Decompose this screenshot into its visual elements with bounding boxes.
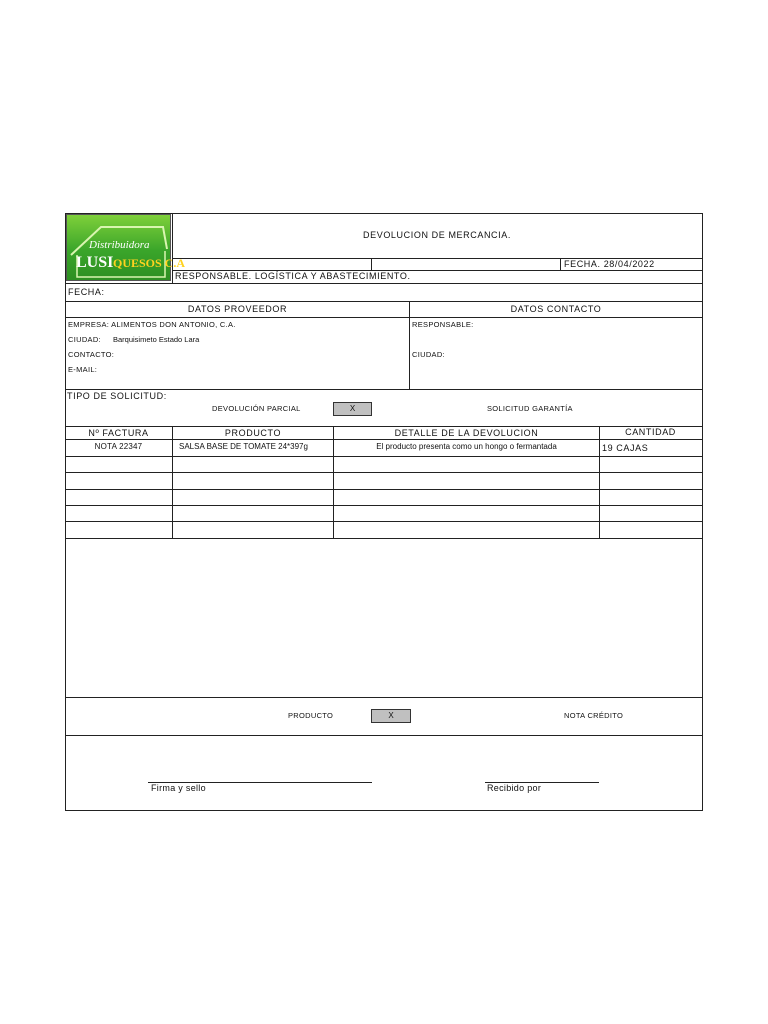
cell-producto: SALSA BASE DE TOMATE 24*397g <box>179 442 308 451</box>
tipo-solicitud-label: TIPO DE SOLICITUD: <box>67 391 167 401</box>
col-header-cantidad: CANTIDAD <box>625 427 676 437</box>
contacto-field: CONTACTO: <box>68 350 115 359</box>
empresa-field: EMPRESA: ALIMENTOS DON ANTONIO, C.A. <box>68 320 236 329</box>
divider <box>65 538 702 539</box>
form-title: DEVOLUCION DE MERCANCIA. <box>363 230 511 240</box>
solicitud-garantia-label: SOLICITUD GARANTÍA <box>487 404 573 413</box>
contacto-ciudad: CIUDAD: <box>412 350 445 359</box>
logo-divider <box>172 213 173 283</box>
cell-detalle: El producto presenta como un hongo o fermantada <box>376 442 557 451</box>
devolucion-parcial-checkbox[interactable]: X <box>333 402 372 416</box>
divider <box>65 456 702 457</box>
cell-factura: NOTA 22347 <box>94 442 143 451</box>
col-header-producto: PRODUCTO <box>224 428 282 438</box>
col-header-factura: Nº FACTURA <box>88 428 149 438</box>
divider <box>65 697 702 698</box>
divider <box>65 283 702 284</box>
divider <box>371 258 372 270</box>
contacto-responsable: RESPONSABLE: <box>412 320 474 329</box>
devolucion-parcial-label: DEVOLUCIÓN PARCIAL <box>212 404 301 413</box>
ciudad-value: Barquisimeto Estado Lara <box>113 335 200 344</box>
divider <box>65 301 702 302</box>
divider <box>65 521 702 522</box>
divider <box>65 472 702 473</box>
ciudad-label: CIUDAD: <box>68 335 101 344</box>
nota-credito-label: NOTA CRÉDITO <box>564 711 624 720</box>
producto-option-checkbox[interactable]: X <box>371 709 411 723</box>
divider <box>65 426 702 427</box>
datos-contacto-heading: DATOS CONTACTO <box>510 304 602 314</box>
company-logo <box>66 214 186 281</box>
fecha-date: FECHA. 28/04/2022 <box>564 259 655 269</box>
datos-proveedor-heading: DATOS PROVEEDOR <box>187 304 288 314</box>
recibido-label: Recibido por <box>487 783 542 793</box>
firma-label: Firma y sello <box>151 783 206 793</box>
divider <box>65 389 702 390</box>
col-header-detalle: DETALLE DE LA DEVOLUCION <box>394 428 539 438</box>
producto-option-label: PRODUCTO <box>288 711 334 720</box>
logo-word-lusi: LUSI <box>76 254 114 271</box>
cell-cantidad: 19 CAJAS <box>602 443 649 453</box>
divider <box>65 505 702 506</box>
divider <box>65 489 702 490</box>
responsable-line: RESPONSABLE. LOGÍSTICA Y ABASTECIMIENTO. <box>175 271 411 281</box>
email-field: E-MAIL: <box>68 365 98 374</box>
divider <box>560 258 561 270</box>
divider <box>65 317 702 318</box>
divider <box>409 301 410 389</box>
divider <box>333 426 334 538</box>
logo-word-quesos: QUESOS C.A <box>113 256 186 270</box>
logo-top-word: Distribuidora <box>89 239 150 251</box>
divider <box>599 426 600 538</box>
fecha-row-label: FECHA: <box>68 287 105 297</box>
divider <box>65 735 702 736</box>
divider <box>65 439 702 440</box>
divider <box>172 426 173 538</box>
